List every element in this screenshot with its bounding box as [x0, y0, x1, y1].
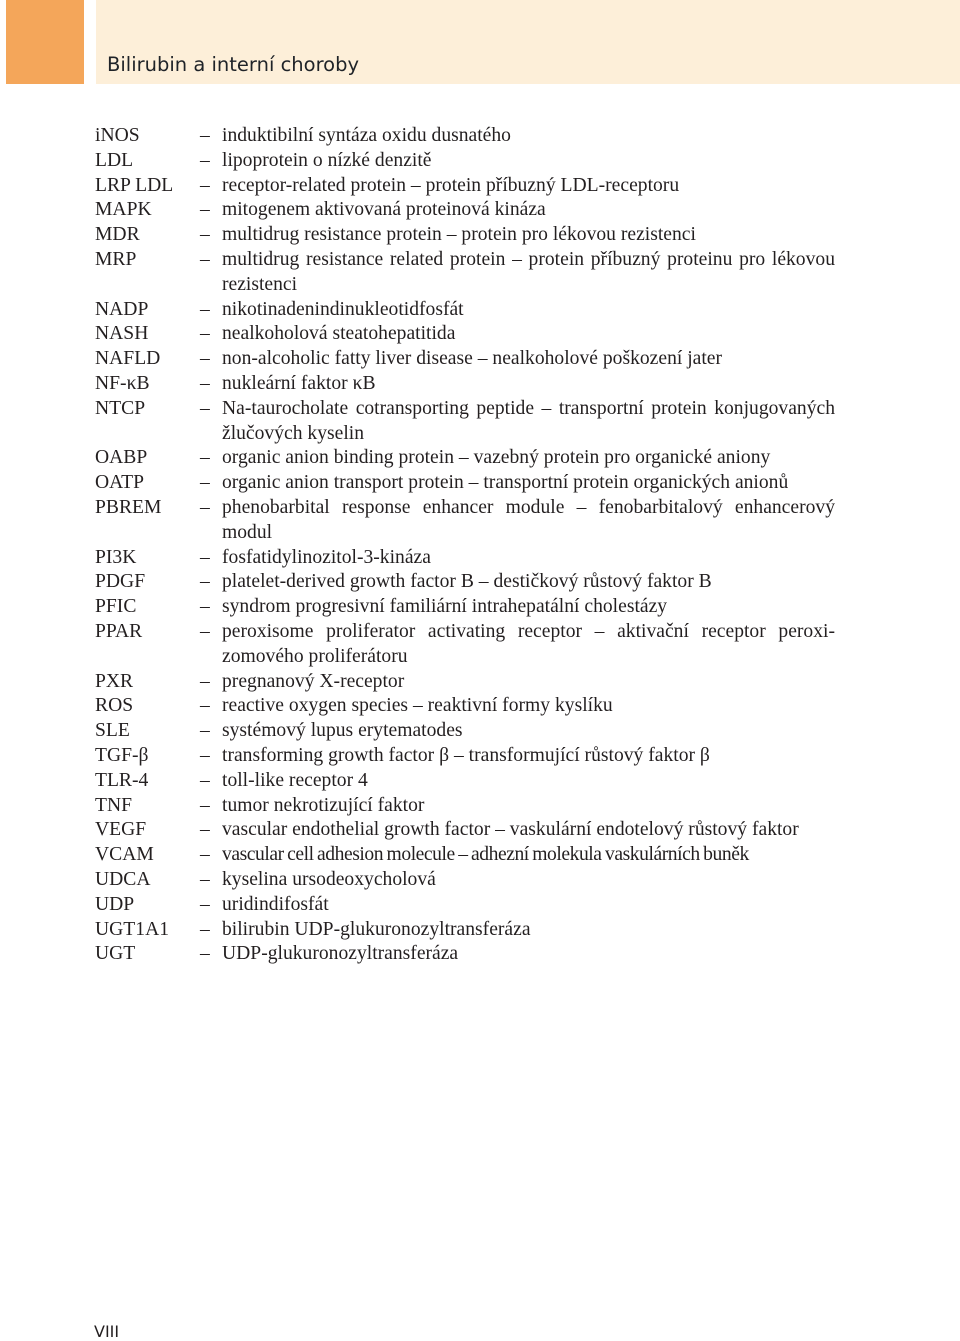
abbreviation-dash: – — [200, 596, 210, 618]
abbreviation-term: UDCA — [95, 868, 151, 890]
abbreviation-definition: kyselina ursodeoxycholová — [222, 868, 436, 890]
abbreviation-term: TLR-4 — [95, 769, 149, 791]
abbreviation-definition: transforming growth factor β – transformující růstový faktor β — [222, 744, 710, 766]
abbreviation-definition: nealkoholová steatohepatitida — [222, 323, 456, 345]
abbreviation-term: ROS — [95, 695, 134, 717]
abbreviation-definition: multidrug resistance protein – protein pro lékovou rezistenci — [222, 224, 696, 246]
abbreviation-term: PBREM — [95, 496, 162, 518]
abbreviation-row — [95, 719, 835, 744]
abbreviation-row — [95, 496, 835, 546]
abbreviation-row — [95, 595, 835, 620]
abbreviation-definition: syndrom progresivní familiární intrahepatální cholestázy — [222, 596, 668, 618]
abbreviation-row — [95, 322, 835, 347]
abbreviation-term: UGT1A1 — [95, 918, 170, 940]
abbreviation-definition: receptor-related protein – protein příbuzný LDL-receptoru — [222, 174, 680, 196]
abbreviation-row — [95, 446, 835, 471]
abbreviation-definition: UDP-glukuronozyltransferáza — [222, 943, 459, 965]
abbreviation-definition: non-alcoholic fatty liver disease – nealkoholové poškození jater — [222, 348, 723, 370]
abbreviation-definition: Na-taurocholate cotransporting peptide – transportní protein konjugovaných žlučových kyselin — [222, 397, 835, 444]
abbreviation-dash: – — [200, 794, 210, 816]
abbreviation-definition: tumor nekrotizující faktor — [222, 794, 425, 816]
abbreviation-row — [95, 124, 835, 149]
abbreviation-dash: – — [200, 720, 210, 742]
abbreviation-dash: – — [200, 868, 210, 890]
abbreviation-dash: – — [200, 248, 210, 270]
running-header-title: Bilirubin a interní choroby — [107, 53, 360, 76]
abbreviation-row — [95, 893, 835, 918]
abbreviation-definition: phenobarbital response enhancer module – fenobarbitalový enhancerový modul — [222, 496, 835, 543]
abbreviation-dash: – — [200, 918, 210, 940]
abbreviation-definition: systémový lupus erytematodes — [222, 720, 463, 742]
abbreviation-definition: toll-like receptor 4 — [222, 769, 368, 791]
abbreviation-dash: – — [200, 397, 210, 419]
abbreviation-dash: – — [200, 348, 210, 370]
abbreviation-row — [95, 149, 835, 174]
abbreviation-term: OATP — [95, 472, 144, 494]
abbreviation-row — [95, 670, 835, 695]
abbreviation-dash: – — [200, 695, 210, 717]
abbreviation-dash: – — [200, 769, 210, 791]
abbreviation-term: MDR — [95, 224, 140, 246]
abbreviation-row — [95, 918, 835, 943]
abbreviation-term: PDGF — [95, 571, 146, 593]
abbreviation-row — [95, 372, 835, 397]
abbreviation-definition: organic anion binding protein – vazebný protein pro organické aniony — [222, 447, 771, 469]
abbreviation-definition: platelet-derived growth factor B – destičkový růstový faktor B — [222, 571, 712, 593]
abbreviation-dash: – — [200, 447, 210, 469]
abbreviation-dash: – — [200, 496, 210, 518]
running-header — [96, 0, 960, 84]
abbreviation-dash: – — [200, 893, 210, 915]
abbreviation-row — [95, 198, 835, 223]
abbreviation-term: LRP LDL — [95, 174, 174, 196]
abbreviation-definition: multidrug resistance related protein – protein příbuzný proteinu pro lékovou rezistenci — [222, 248, 835, 295]
abbreviation-term: VEGF — [95, 819, 147, 841]
abbreviation-definition: induktibilní syntáza oxidu dusnatého — [222, 125, 511, 146]
abbreviation-term: NTCP — [95, 397, 146, 419]
abbreviation-dash: – — [200, 149, 210, 171]
abbreviation-term: VCAM — [95, 844, 154, 866]
abbreviation-dash: – — [200, 125, 210, 146]
abbreviation-row — [95, 546, 835, 571]
abbreviation-term: PPAR — [95, 620, 143, 642]
abbreviation-dash: – — [200, 620, 210, 642]
abbreviation-definition: nukleární faktor κB — [222, 372, 376, 394]
abbreviation-row — [95, 843, 835, 868]
abbreviation-row — [95, 868, 835, 893]
abbreviation-definition: uridindifosfát — [222, 893, 329, 915]
abbreviation-term: MAPK — [95, 199, 152, 221]
abbreviation-definition: nikotinadenindinukleotidfosfát — [222, 298, 464, 320]
abbreviation-dash: – — [200, 844, 210, 866]
abbreviation-term: TNF — [95, 794, 133, 816]
abbreviation-dash: – — [200, 224, 210, 246]
abbreviation-definition: lipoprotein o nízké denzitě — [222, 149, 432, 171]
abbreviation-term: NASH — [95, 323, 149, 345]
abbreviation-term: TGF-β — [95, 744, 149, 766]
abbreviation-dash: – — [200, 670, 210, 692]
abbreviation-term: NADP — [95, 298, 149, 320]
abbreviation-row — [95, 174, 835, 199]
abbreviation-dash: – — [200, 744, 210, 766]
abbreviation-row — [95, 471, 835, 496]
abbreviation-row — [95, 347, 835, 372]
header-accent-block — [6, 0, 84, 84]
abbreviation-dash: – — [200, 298, 210, 320]
abbreviation-definition: reactive oxygen species – reaktivní formy kyslíku — [222, 695, 613, 717]
abbreviation-row — [95, 942, 835, 967]
abbreviation-definition: vascular cell adhesion molecule – adhezní molekula vaskulárních buněk — [222, 844, 749, 866]
abbreviation-term: NAFLD — [95, 348, 161, 370]
abbreviation-row — [95, 818, 835, 843]
abbreviation-definition: vascular endothelial growth factor – vaskulární endotelový růstový faktor — [222, 819, 799, 841]
abbreviation-definition: bilirubin UDP-glukuronozyltransferáza — [222, 918, 531, 940]
abbreviation-term: MRP — [95, 248, 137, 270]
page-number: VIII — [94, 1322, 120, 1341]
abbreviation-dash: – — [200, 472, 210, 494]
abbreviation-row — [95, 223, 835, 248]
abbreviation-dash: – — [200, 546, 210, 568]
abbreviation-row — [95, 620, 835, 670]
abbreviation-dash: – — [200, 174, 210, 196]
abbreviation-term: UDP — [95, 893, 135, 915]
abbreviation-definition: mitogenem aktivovaná proteinová kináza — [222, 199, 546, 221]
abbreviation-term: PXR — [95, 670, 134, 692]
abbreviation-term: PFIC — [95, 596, 137, 618]
abbreviation-definition: pregnanový X-receptor — [222, 670, 405, 692]
abbreviation-definition: organic anion transport protein – transportní protein organických anionů — [222, 472, 789, 494]
abbreviation-dash: – — [200, 819, 210, 841]
abbreviation-dash: – — [200, 323, 210, 345]
abbreviation-dash: – — [200, 571, 210, 593]
abbreviation-row — [95, 744, 835, 769]
abbreviation-row — [95, 694, 835, 719]
abbreviation-row — [95, 397, 835, 447]
abbreviation-definition: peroxisome proliferator activating receptor – aktivační receptor peroxizomového proliferátoru — [222, 620, 835, 667]
abbreviation-row — [95, 769, 835, 794]
abbreviation-term: SLE — [95, 720, 130, 742]
abbreviation-row — [95, 298, 835, 323]
abbreviation-term: LDL — [95, 149, 134, 171]
abbreviation-term: UGT — [95, 943, 136, 965]
abbreviation-dash: – — [200, 372, 210, 394]
abbreviation-term: NF-κB — [95, 372, 150, 394]
abbreviation-term: OABP — [95, 447, 148, 469]
abbreviation-definition: fosfatidylinozitol-3-kináza — [222, 546, 431, 568]
abbreviation-dash: – — [200, 943, 210, 965]
abbreviation-term: PI3K — [95, 546, 137, 568]
abbreviation-term: iNOS — [95, 125, 140, 146]
abbreviation-list — [95, 124, 835, 967]
abbreviation-dash: – — [200, 199, 210, 221]
abbreviation-row — [95, 570, 835, 595]
abbreviation-row — [95, 248, 835, 298]
abbreviation-row — [95, 794, 835, 819]
